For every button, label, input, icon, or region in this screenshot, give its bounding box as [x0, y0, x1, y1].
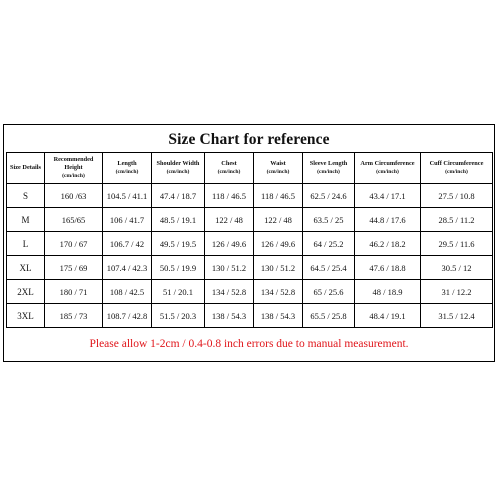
- table-cell: 30.5 / 12: [421, 256, 493, 280]
- table-cell: 27.5 / 10.8: [421, 184, 493, 208]
- table-cell: 108.7 / 42.8: [103, 304, 152, 328]
- table-cell: 134 / 52.8: [205, 280, 254, 304]
- table-cell: 47.4 / 18.7: [152, 184, 205, 208]
- table-cell: 51.5 / 20.3: [152, 304, 205, 328]
- size-cell: 2XL: [7, 280, 45, 304]
- table-cell: 175 / 69: [45, 256, 103, 280]
- table-cell: 64 / 25.2: [303, 232, 355, 256]
- table-cell: 31 / 12.2: [421, 280, 493, 304]
- size-table: [6, 152, 493, 328]
- table-cell: 51 / 20.1: [152, 280, 205, 304]
- column-header-arm-circumference: Arm Circumference (cm/inch): [355, 153, 421, 184]
- table-cell: 50.5 / 19.9: [152, 256, 205, 280]
- size-cell: M: [7, 208, 45, 232]
- table-cell: 48.4 / 19.1: [355, 304, 421, 328]
- table-row: [7, 280, 493, 304]
- table-cell: 185 / 73: [45, 304, 103, 328]
- table-cell: 107.4 / 42.3: [103, 256, 152, 280]
- table-cell: 49.5 / 19.5: [152, 232, 205, 256]
- table-cell: 44.8 / 17.6: [355, 208, 421, 232]
- table-cell: 43.4 / 17.1: [355, 184, 421, 208]
- table-cell: 62.5 / 24.6: [303, 184, 355, 208]
- size-chart: [3, 124, 495, 362]
- table-row: [7, 256, 493, 280]
- table-cell: 170 / 67: [45, 232, 103, 256]
- table-cell: 65 / 25.6: [303, 280, 355, 304]
- column-header-length: Length (cm/inch): [103, 153, 152, 184]
- table-cell: 122 / 48: [205, 208, 254, 232]
- table-cell: 31.5 / 12.4: [421, 304, 493, 328]
- table-cell: 47.6 / 18.8: [355, 256, 421, 280]
- table-row: [7, 304, 493, 328]
- measurement-note: Please allow 1-2cm / 0.4-0.8 inch errors due to manual measurement.: [89, 338, 409, 350]
- size-cell: S: [7, 184, 45, 208]
- table-cell: 180 / 71: [45, 280, 103, 304]
- table-cell: 165/65: [45, 208, 103, 232]
- table-cell: 29.5 / 11.6: [421, 232, 493, 256]
- header-row: [7, 153, 493, 184]
- table-row: [7, 208, 493, 232]
- table-cell: 134 / 52.8: [254, 280, 303, 304]
- table-cell: 104.5 / 41.1: [103, 184, 152, 208]
- table-cell: 126 / 49.6: [254, 232, 303, 256]
- table-row: [7, 184, 493, 208]
- column-header-size-details: Size Details: [7, 153, 45, 184]
- table-cell: 130 / 51.2: [254, 256, 303, 280]
- table-cell: 118 / 46.5: [254, 184, 303, 208]
- table-cell: 106.7 / 42: [103, 232, 152, 256]
- column-header-cuff-circumference: Cuff Circumference (cm/inch): [421, 153, 493, 184]
- table-cell: 64.5 / 25.4: [303, 256, 355, 280]
- table-cell: 106 / 41.7: [103, 208, 152, 232]
- column-header-chest: Chest (cm/inch): [205, 153, 254, 184]
- table-cell: 46.2 / 18.2: [355, 232, 421, 256]
- table-cell: 138 / 54.3: [205, 304, 254, 328]
- size-cell: XL: [7, 256, 45, 280]
- table-cell: 48 / 18.9: [355, 280, 421, 304]
- table-cell: 63.5 / 25: [303, 208, 355, 232]
- table-cell: 130 / 51.2: [205, 256, 254, 280]
- column-header-sleeve-length: Sleeve Length (cm/inch): [303, 153, 355, 184]
- table-cell: 138 / 54.3: [254, 304, 303, 328]
- chart-title: Size Chart for reference: [168, 131, 330, 148]
- size-cell: L: [7, 232, 45, 256]
- table-cell: 118 / 46.5: [205, 184, 254, 208]
- table-cell: 122 / 48: [254, 208, 303, 232]
- table-cell: 126 / 49.6: [205, 232, 254, 256]
- table-cell: 65.5 / 25.8: [303, 304, 355, 328]
- column-header-waist: Waist (cm/inch): [254, 153, 303, 184]
- table-cell: 108 / 42.5: [103, 280, 152, 304]
- table-cell: 48.5 / 19.1: [152, 208, 205, 232]
- table-cell: 28.5 / 11.2: [421, 208, 493, 232]
- table-row: [7, 232, 493, 256]
- column-header-recommended-height: Recommended Height (cm/inch): [45, 153, 103, 184]
- table-cell: 160 /63: [45, 184, 103, 208]
- size-cell: 3XL: [7, 304, 45, 328]
- column-header-shoulder-width: Shoulder Width (cm/inch): [152, 153, 205, 184]
